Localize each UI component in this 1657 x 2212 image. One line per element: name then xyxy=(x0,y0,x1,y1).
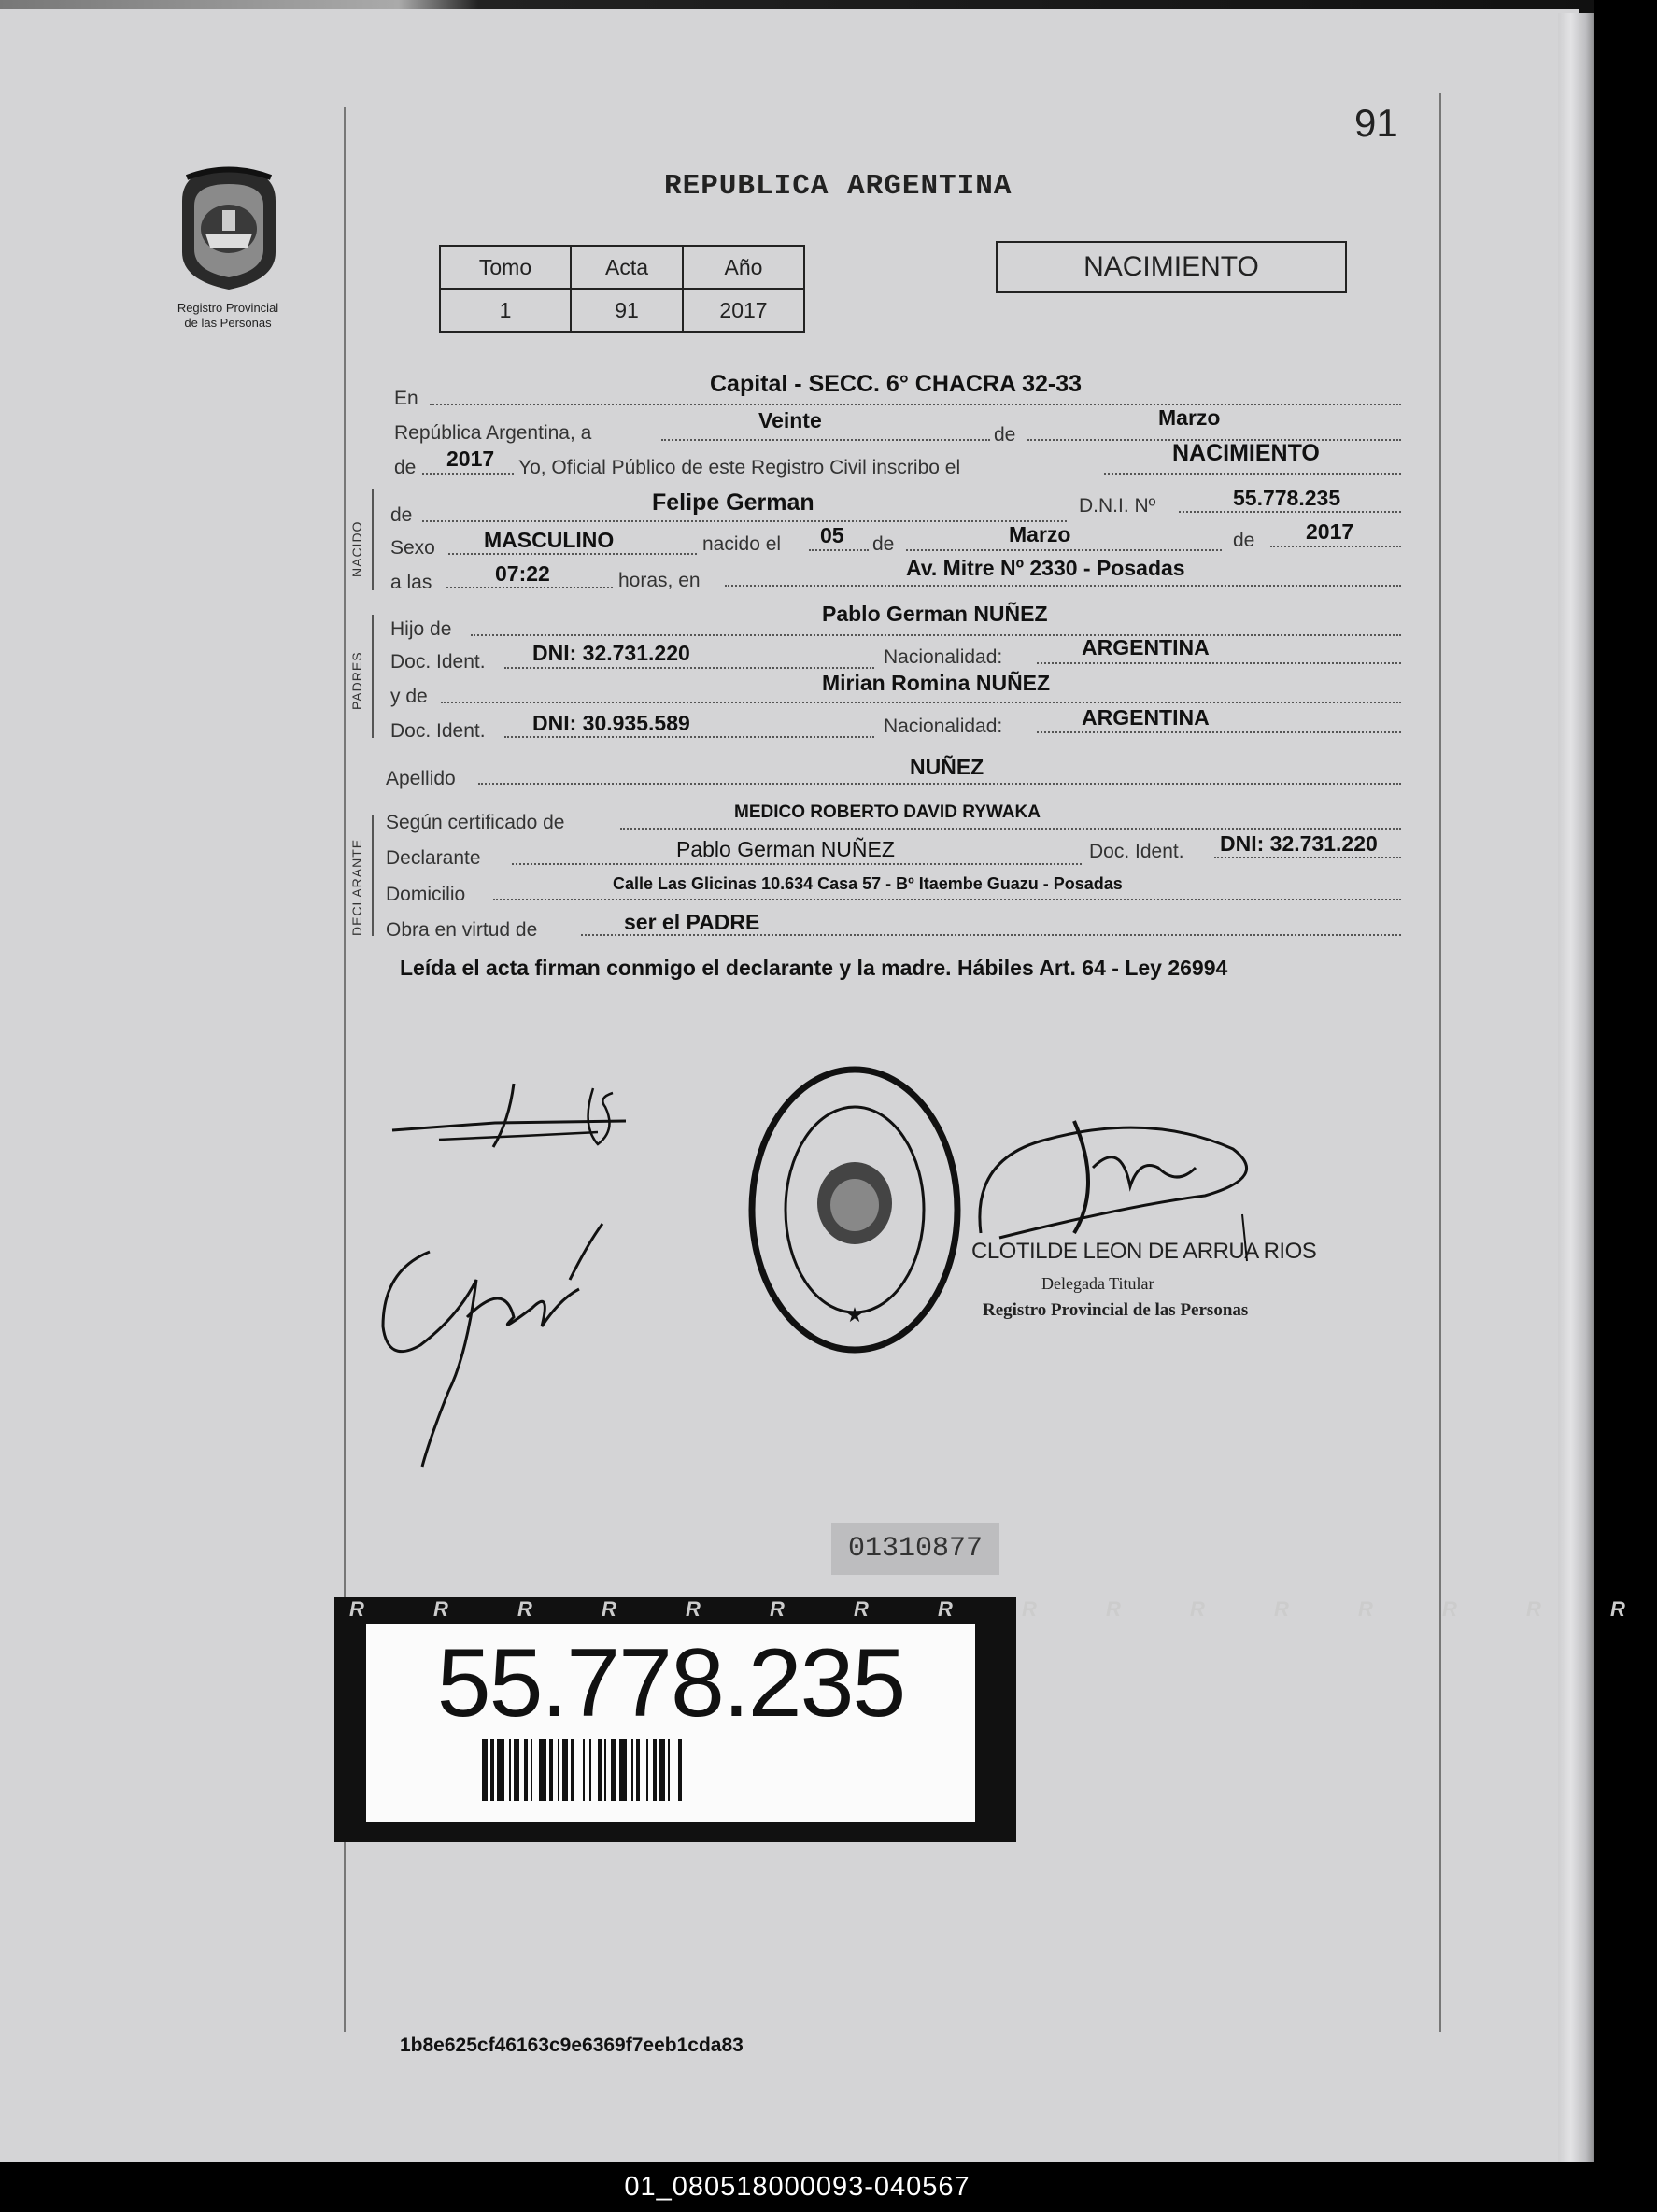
dotted-line xyxy=(1037,662,1401,664)
label-doc-ident: Doc. Ident. xyxy=(1089,841,1184,862)
barcode-bar xyxy=(497,1739,504,1801)
birth-month: Marzo xyxy=(1009,522,1071,546)
signature-official xyxy=(962,1102,1261,1261)
closing-statement: Leída el acta firman conmigo el declarante y la madre. Hábiles Art. 64 - Ley 26994 xyxy=(400,956,1228,980)
act-type: NACIMIENTO xyxy=(1172,440,1320,466)
barcode xyxy=(482,1739,880,1801)
registry-value-row xyxy=(440,289,804,332)
label-apellido: Apellido xyxy=(386,768,456,789)
dotted-line xyxy=(620,828,1401,830)
label-de: de xyxy=(994,424,1016,446)
dotted-line xyxy=(422,520,1067,522)
label-de: de xyxy=(390,504,413,526)
date-month: Marzo xyxy=(1158,405,1221,430)
declarant-name: Pablo German NUÑEZ xyxy=(676,837,895,861)
dotted-line xyxy=(512,863,1082,865)
registry-header-row xyxy=(440,246,804,289)
registry-table xyxy=(439,245,805,333)
barcode-bar xyxy=(490,1739,494,1801)
page-number: 91 xyxy=(1354,101,1398,145)
birth-time: 07:22 xyxy=(495,561,550,586)
registry-header: Tomo xyxy=(440,246,571,289)
birth-address: Av. Mitre Nº 2330 - Posadas xyxy=(906,556,1185,580)
dotted-line xyxy=(446,587,613,588)
dotted-line xyxy=(441,702,1401,703)
barcode-bar xyxy=(619,1739,627,1801)
section-bracket xyxy=(372,815,374,936)
dotted-line xyxy=(906,549,1222,551)
dotted-line xyxy=(1037,731,1401,733)
logo-caption-line1: Registro Provincial xyxy=(177,301,279,315)
barcode-bar xyxy=(539,1739,546,1801)
child-sex: MASCULINO xyxy=(484,528,615,552)
svg-text:★: ★ xyxy=(845,1304,864,1327)
page-edge xyxy=(1558,13,1594,2162)
barcode-bar xyxy=(636,1739,640,1801)
barcode-bar xyxy=(611,1739,616,1801)
label-de: de xyxy=(1233,530,1255,551)
label-obra: Obra en virtud de xyxy=(386,919,538,941)
dotted-line xyxy=(471,634,1401,636)
dotted-line xyxy=(504,736,874,738)
label-de: de xyxy=(394,457,417,478)
official-name: CLOTILDE LEON DE ARRUA RIOS xyxy=(971,1239,1317,1264)
child-name: Felipe German xyxy=(652,489,814,516)
country-title: REPUBLICA ARGENTINA xyxy=(664,170,1013,203)
official-stamp xyxy=(738,1056,971,1364)
logo-caption-line2: de las Personas xyxy=(184,316,272,330)
label-y-de: y de xyxy=(390,686,428,707)
record-type-box: NACIMIENTO xyxy=(996,241,1347,293)
label-republica: República Argentina, a xyxy=(394,422,592,444)
barcode-bar xyxy=(514,1739,519,1801)
date-day: Veinte xyxy=(758,408,822,432)
label-declarante: Declarante xyxy=(386,847,481,869)
dotted-line xyxy=(448,553,697,555)
document-hash: 1b8e625cf46163c9e6369f7eeb1cda83 xyxy=(400,2035,744,2056)
certificate-value: MEDICO ROBERTO DAVID RYWAKA xyxy=(734,802,1041,822)
declarant-reason: ser el PADRE xyxy=(624,910,760,934)
id-number: 55.778.235 xyxy=(436,1629,905,1737)
signature-declarant xyxy=(383,1074,644,1168)
barcode-bar xyxy=(589,1739,591,1801)
mother-name: Mirian Romina NUÑEZ xyxy=(822,671,1051,695)
registrar-statement: Yo, Oficial Público de este Registro Civil inscribo el xyxy=(518,457,961,478)
barcode-bar xyxy=(668,1739,670,1801)
logo-caption xyxy=(148,301,308,331)
barcode-bar xyxy=(571,1739,574,1801)
barcode-bar xyxy=(659,1739,665,1801)
dotted-line xyxy=(493,899,1401,900)
father-name: Pablo German NUÑEZ xyxy=(822,602,1048,626)
mother-doc: DNI: 30.935.589 xyxy=(532,711,690,735)
label-dni: D.N.I. Nº xyxy=(1079,495,1156,517)
surname: NUÑEZ xyxy=(910,755,984,779)
section-bracket xyxy=(372,615,374,738)
label-en: En xyxy=(394,388,418,409)
registry-header: Año xyxy=(683,246,804,289)
label-de: de xyxy=(872,533,895,555)
dotted-line xyxy=(809,549,869,551)
label-nacionalidad: Nacionalidad: xyxy=(884,716,1003,737)
barcode-bar xyxy=(549,1739,553,1801)
label-segun-certificado: Según certificado de xyxy=(386,812,565,833)
label-watermark: R R R R R R R R R R R R R R R R xyxy=(349,1597,1657,1621)
child-dni: 55.778.235 xyxy=(1233,486,1341,510)
barcode-bar xyxy=(583,1739,585,1801)
label-horas: horas, en xyxy=(618,570,701,591)
label-domicilio: Domicilio xyxy=(386,884,466,905)
label-sexo: Sexo xyxy=(390,537,435,559)
dotted-line xyxy=(478,783,1401,785)
label-nacionalidad: Nacionalidad: xyxy=(884,646,1003,668)
father-doc: DNI: 32.731.220 xyxy=(532,641,690,665)
section-label-nacido: NACIDO xyxy=(349,520,364,577)
dotted-line xyxy=(504,667,874,669)
birth-year: 2017 xyxy=(1306,519,1354,544)
declarant-domicile: Calle Las Glicinas 10.634 Casa 57 - Bº Itaembe Guazu - Posadas xyxy=(613,874,1123,893)
file-id-bar: 01_080518000093-040567 xyxy=(0,2162,1594,2212)
date-year: 2017 xyxy=(446,447,495,471)
label-nacido-el: nacido el xyxy=(702,533,782,555)
place-value: Capital - SECC. 6° CHACRA 32-33 xyxy=(710,371,1083,397)
dotted-line xyxy=(430,404,1401,405)
declarant-doc: DNI: 32.731.220 xyxy=(1220,831,1378,856)
registry-value: 1 xyxy=(440,289,571,332)
registry-value: 91 xyxy=(571,289,683,332)
barcode-bar xyxy=(646,1739,648,1801)
dotted-line xyxy=(422,473,514,475)
registry-header: Acta xyxy=(571,246,683,289)
official-organization: Registro Provincial de las Personas xyxy=(983,1300,1249,1320)
label-hijo-de: Hijo de xyxy=(390,618,452,640)
dotted-line xyxy=(1214,857,1401,858)
mother-nationality: ARGENTINA xyxy=(1082,705,1210,730)
barcode-bar xyxy=(653,1739,657,1801)
dotted-line xyxy=(1270,546,1401,547)
barcode-bar xyxy=(482,1739,488,1801)
registry-value: 2017 xyxy=(683,289,804,332)
birth-day: 05 xyxy=(820,523,844,547)
signature-mother xyxy=(364,1205,626,1476)
barcode-bar xyxy=(604,1739,606,1801)
barcode-bar xyxy=(631,1739,633,1801)
dotted-line xyxy=(661,439,990,441)
section-label-padres: PADRES xyxy=(349,651,364,710)
section-bracket xyxy=(372,489,374,590)
barcode-bar xyxy=(524,1739,528,1801)
barcode-bar xyxy=(562,1739,568,1801)
dotted-line xyxy=(725,585,1401,587)
label-doc-ident: Doc. Ident. xyxy=(390,720,486,742)
right-margin-line xyxy=(1439,93,1441,2032)
dotted-line xyxy=(1104,473,1401,475)
father-nationality: ARGENTINA xyxy=(1082,635,1210,659)
dotted-line xyxy=(1179,511,1401,513)
coat-of-arms-logo xyxy=(168,163,290,294)
label-doc-ident: Doc. Ident. xyxy=(390,651,486,673)
barcode-bar xyxy=(509,1739,511,1801)
barcode-bar xyxy=(558,1739,559,1801)
barcode-bar xyxy=(598,1739,602,1801)
official-title: Delegada Titular xyxy=(1041,1274,1154,1293)
serial-number: 01310877 xyxy=(831,1523,999,1575)
section-label-declarante: DECLARANTE xyxy=(349,838,364,936)
label-watermark-row xyxy=(340,1597,1657,1622)
barcode-bar xyxy=(678,1739,682,1801)
barcode-bar xyxy=(531,1739,532,1801)
label-a-las: a las xyxy=(390,572,432,593)
